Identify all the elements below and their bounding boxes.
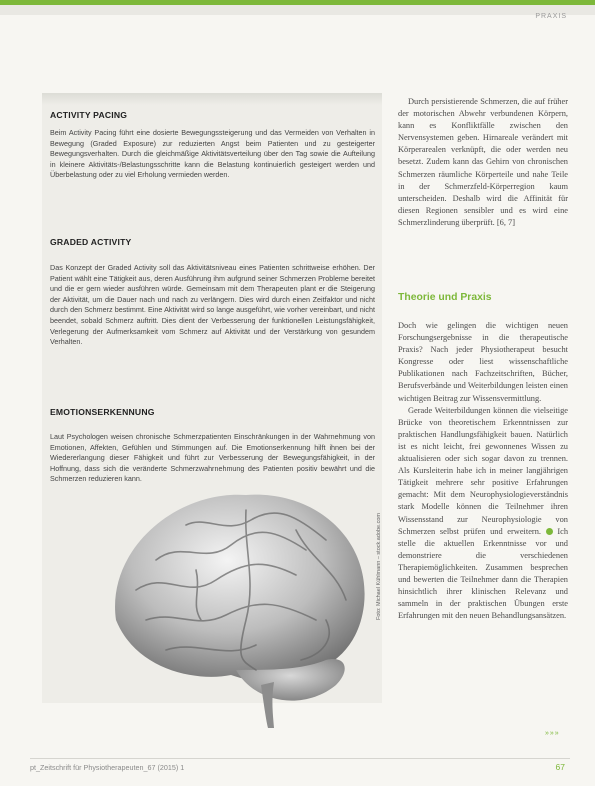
page-number: 67 xyxy=(555,762,565,772)
box-heading-activity-pacing: ACTIVITY PACING xyxy=(50,110,128,120)
brain-illustration xyxy=(96,470,378,730)
footer-divider xyxy=(30,758,570,759)
right-column-body: Doch wie gelingen die wichtigen neuen Forschungsergebnisse in die therapeutische Praxis? Nach jeder Physiotherapeut besucht Kongresse oder liest wissenschaftliche Publikationen nach Fachzeitschriften, Bücher, Berufsverbände und Weiterbildungen leisten einen wichtigen Beitrag zur Wissensvermittlung. Gerade Weiterbildungen können die vielseitige Brücke von theoretischem Erkenntnissen zur praktischen Handlungsfähigkeit bauen. Natürlich ist es nicht leicht, frei gewonnenes Wissen zu aktualisieren oder sich sogar davon zu trennen. Als Kursleiterin habe ich in meiner langjährigen Tätigkeit mehrere sehr positive Erfahrungen gemacht: Mit dem Neurophysiologieverständnis stark Modelle können die Teilnehmer ihren Wissensstand zur Neurophysiologie von Schmerzen selbst prüfen und erweitern. Ich stelle die aktuellen Erkenntnisse vor und demonstriere die verschiedenen Therapiemöglichkeiten. Zusammen besprechen und bewerten die Teilnehmer dann die Therapien hinsichtlich ihrer klinischen Relevanz und sammeln in der praktischen Übungen erste Erfahrungen mit den neuen Behandlungsansätzen. xyxy=(398,321,569,621)
green-dot-marker xyxy=(546,528,553,535)
box-text-emotionserkennung: Laut Psychologen weisen chronische Schmerzpatienten Einschränkungen in der Wahrnehmung von Emotionen, Affekten, Gefühlen und Stimmungen auf. Die Emotionserkennung hilft ihnen bei der Wiedererlangung dieser Fähigkeit und führt zur Verbesserung der Bewegungsfähigkeit, in der Hoffnung, dass sich die veränderte Schmerzwahrnehmung des Patienten positiv bewährt und die Schmerzen reduzieren kann. xyxy=(50,432,375,484)
box-heading-graded-activity: GRADED ACTIVITY xyxy=(50,237,132,247)
section-heading-theorie-und-praxis: Theorie und Praxis xyxy=(398,292,492,303)
footer-journal: pt_Zeitschrift für Physiotherapeuten_67 (2015) 1 xyxy=(30,763,185,772)
right-column-intro: Durch persistierende Schmerzen, die auf früher der motorischen Abwehr verbundenen Körpern, kann es Konfliktfälle zwischen den Nervensystemen geben. Hirnareale verändert mit Körperarealen verknüpft, die oder werden neu besetzt. Zudem kann das Gehirn von chronischen Schmerzen räumliche Körperteile und nahe Teile in der Schmerzfeld-Körperregion kaum unterscheiden. Deshalb wird die Affinität für diesen Regionen sensibler und es wird eine Schmerzlinderung überprüft. [6, 7] xyxy=(398,97,568,227)
image-credit: Foto: Michael Kühlmann – stock.adobe.com xyxy=(376,512,382,620)
box-text-activity-pacing: Beim Activity Pacing führt eine dosierte Bewegungssteigerung und das Vermeiden von Verhalten in Bewegung (Graded Exposure) zur reduzierten Angst beim Patienten und zu gesteigerter Bewegungsverhalten. Durch die gleichmäßige Aktivitätsverteilung über den Tag sowie die Aufteilung in kleinere Aktivitäts-/Belastungsschritte kann die Belastung kontinuierlich gesteigert werden und Überbelastung oder zu viel Erholung vermieden werden. xyxy=(50,128,375,180)
box-heading-emotionserkennung: EMOTIONSERKENNUNG xyxy=(50,407,155,417)
section-label: PRAXIS xyxy=(535,13,567,20)
box-text-graded-activity: Das Konzept der Graded Activity soll das Aktivitätsniveau eines Patienten schrittweise erhöhen. Der Patient wählt eine Tätigkeit aus, deren Ausführung ihm aufgrund seiner Schmerzen Probleme bereitet und die er gern wieder ausführen würde. Gemeinsam mit dem Therapeuten plant er die Steigerung der Aktivität, um die Dauer nach und nach zu verlängern. Dies wird durch einen Zeitfaktor und nicht durch den Schmerz bestimmt. Eine Aktivität wird so lange ausgeführt, wie vorher vereinbart, und nicht beendet, sobald Schmerz auftritt. Dies dient der Verbesserung der funktionellen Leistungsfähigkeit, Verlegerung der Aufmerksamkeit vom Schmerz auf Aktivität und der Verstärkung von gesundem Verhalten. xyxy=(50,263,375,347)
continued-marker: »»» xyxy=(545,730,560,737)
header-band xyxy=(0,5,595,15)
